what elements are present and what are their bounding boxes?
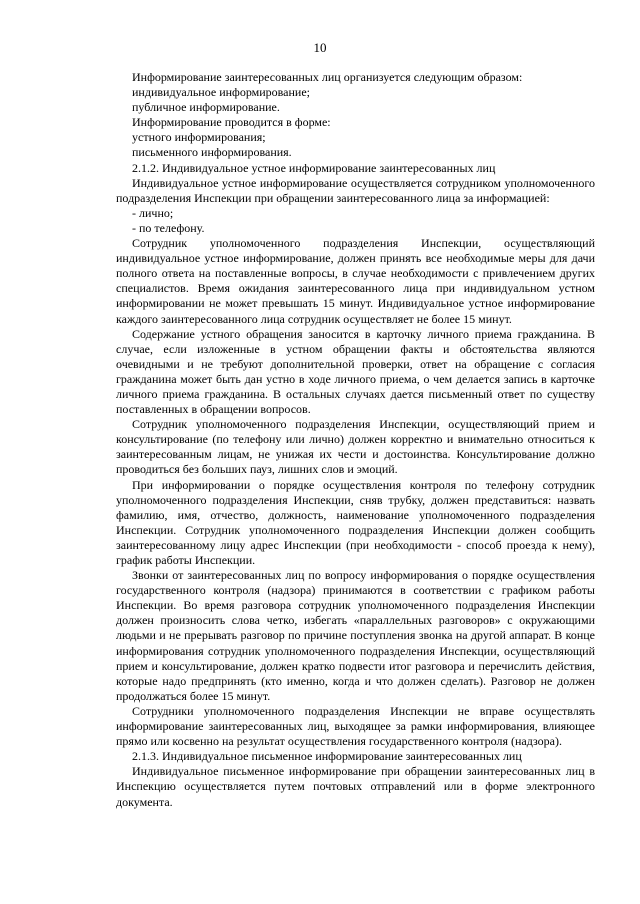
paragraph: При информировании о порядке осуществления контроля по телефону сотрудник уполномоченного подразделения Инспекции, сняв трубку, должен представиться: назвать фамилию, имя, отчество, должность, наименование уполномоченного подразделения Инспекции. Сотрудник уполномоченного подразделения Инспекции должен сообщить заинтересованному лицу адрес Инспекции (при необходимости - способ проезда к нему), график работы Инспекции. xyxy=(116,477,595,567)
paragraph: Сотрудники уполномоченного подразделения Инспекции не вправе осуществлять информирование заинтересованных лиц, выходящее за рамки информирования, влияющее прямо или косвенно на результат осуществления государственного контроля (надзора). xyxy=(116,703,595,749)
paragraph: Сотрудник уполномоченного подразделения Инспекции, осуществляющий индивидуальное устное информирование, должен принять все необходимые меры для дачи полного ответа на поставленные вопросы, в случае необходимости с привлечением других специалистов. Время ожидания заинтересованного лица при индивидуальном устном информировании не может превышать 15 минут. Индивидуальное устное информирование каждого заинтересованного лица сотрудник осуществляет не более 15 минут. xyxy=(116,236,595,326)
paragraph: Содержание устного обращения заносится в карточку личного приема гражданина. В случае, если изложенные в устном обращении факты и обстоятельства являются очевидными и не требуют дополнительной проверки, ответ на обращение с согласия гражданина может быть дан устно в ходе личного приема, о чем делается запись в карточке личного приема гражданина. В остальных случаях дается письменный ответ по существу поставленных в обращении вопросов. xyxy=(116,326,595,417)
paragraph: индивидуальное информирование; xyxy=(132,85,310,100)
paragraph: Сотрудник уполномоченного подразделения Инспекции, осуществляющий прием и консультирование (по телефону или лично) должен корректно и внимательно относиться к заинтересованным лицам, не унижая их чести и достоинства. Консультирование должно проводиться без больших пауз, лишних слов и эмоций. xyxy=(116,417,595,477)
paragraph: Информирование проводится в форме: xyxy=(132,115,331,130)
paragraph: Индивидуальное письменное информирование при обращении заинтересованных лиц в Инспекцию осуществляется путем почтовых отправлений или в форме электронного документа. xyxy=(116,764,595,809)
page-number: 10 xyxy=(313,40,327,55)
section-heading: 2.1.3. Индивидуальное письменное информирование заинтересованных лиц xyxy=(132,749,522,764)
document-body xyxy=(116,70,595,810)
paragraph: письменного информирования. xyxy=(132,145,292,160)
paragraph: устного информирования; xyxy=(132,130,266,145)
section-heading: 2.1.2. Индивидуальное устное информирование заинтересованных лиц xyxy=(132,160,496,175)
paragraph: - лично; xyxy=(132,205,174,220)
paragraph: Индивидуальное устное информирование осуществляется сотрудником уполномоченного подразделения Инспекции при обращении заинтересованного лица за информацией: xyxy=(116,175,595,205)
paragraph: - по телефону. xyxy=(132,220,205,235)
paragraph: публичное информирование. xyxy=(132,100,280,115)
paragraph: Информирование заинтересованных лиц организуется следующим образом: xyxy=(132,70,523,84)
paragraph: Звонки от заинтересованных лиц по вопросу информирования о порядке осуществления государственного контроля (надзора) принимаются в соответствии с графиком работы Инспекции. Во время разговора сотрудник уполномоченного подразделения Инспекции должен произносить слова четко, избегать «параллельных разговоров» с окружающими людьми и не прерывать разговор по причине поступления звонка на другой аппарат. В конце информирования сотрудник уполномоченного подразделения Инспекции, осуществляющий прием и консультирование, должен кратко подвести итог разговора и перечислить действия, которые надо предпринять (кто именно, когда и что должен сделать). Разговор не должен продолжаться более 15 минут. xyxy=(116,568,595,703)
